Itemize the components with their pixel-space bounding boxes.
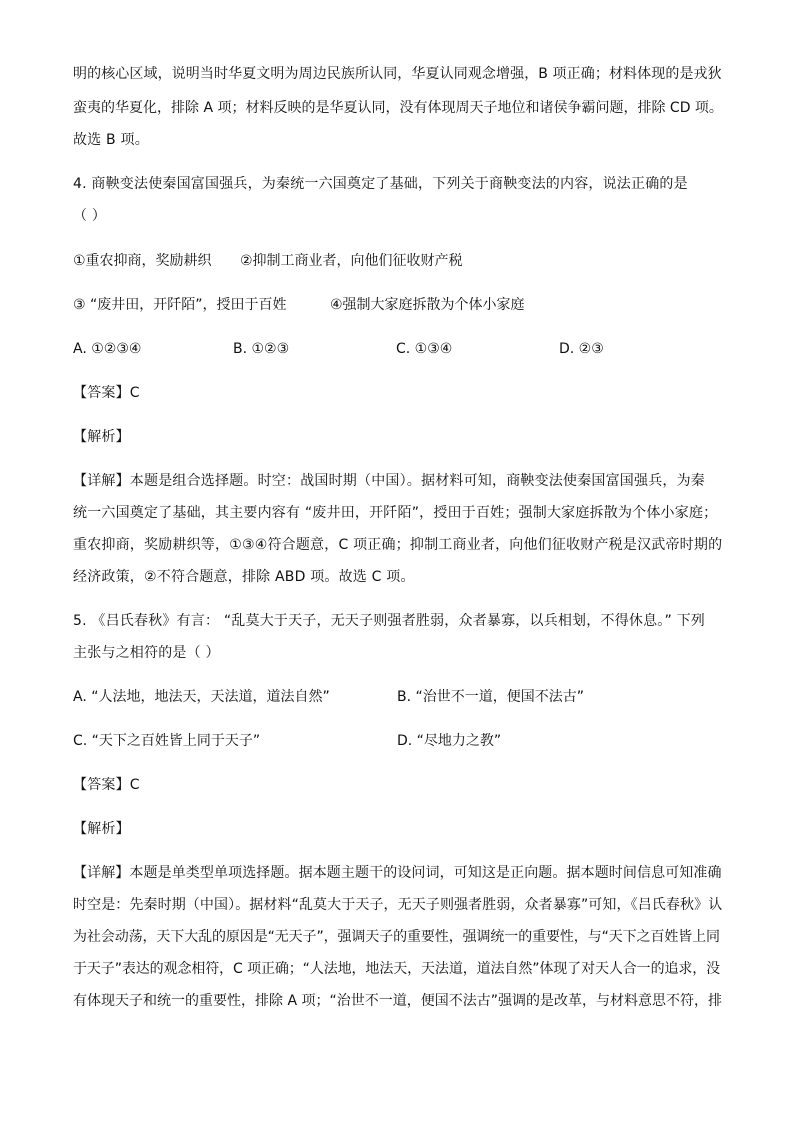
q4-detail-line-4: 经济政策，②不符合题意，排除 ABD 项。故选 C 项。 xyxy=(73,569,415,585)
q5-detail-line-2: 时空是：先秦时期（中国）。据材料“乱莫大于天子，无天子则强者胜弱，众者暴寡”可知，《吕氏春秋》认 xyxy=(73,897,723,913)
q5-detail-line-3: 为社会动荡，天下大乱的原因是“无天子”，强调天子的重要性，强调统一的重要性，与“天下之百姓皆上同 xyxy=(73,929,720,945)
q4-stem-line-2: （ ） xyxy=(73,208,107,224)
q5-analysis-heading: 【解析】 xyxy=(73,821,130,837)
q5-option-a: A. “人法地，地法天，天法道，道法自然” xyxy=(73,689,330,705)
q4-detail-line-2: 统一六国奠定了基础，其主要内容有 “废井田，开阡陌”，授田于百姓；强制大家庭拆散为个体小家庭； xyxy=(73,505,718,521)
q4-detail-line-1: 【详解】本题是组合选择题。时空：战国时期（中国）。据材料可知，商鞅变法使秦国富国强兵，为秦 xyxy=(73,473,705,489)
q5-detail-line-4: 于天子”表达的观念相符，C 项正确；“人法地，地法天，天法道，道法自然”体现了对天人合一的追求，没 xyxy=(73,961,721,977)
intro-line-3: 故选 B 项。 xyxy=(73,132,149,148)
q5-answer: 【答案】C xyxy=(73,777,140,793)
q5-option-d: D. “尽地力之教” xyxy=(397,733,502,749)
q4-option-b: B. ①②③ xyxy=(233,341,290,357)
intro-line-1: 明的核心区域，说明当时华夏文明为周边民族所认同，华夏认同观念增强，B 项正确；材料体现的是戎狄 xyxy=(73,66,722,82)
q5-stem-line-2: 主张与之相符的是（ ） xyxy=(73,645,220,661)
q4-item-3: ③ “废井田，开阡陌”，授田于百姓 xyxy=(73,297,287,313)
q4-item-2: ②抑制工商业者，向他们征收财产税 xyxy=(240,253,463,269)
q4-analysis-heading: 【解析】 xyxy=(73,429,130,445)
intro-line-2: 蛮夷的华夏化，排除 A 项；材料反映的是华夏认同，没有体现周天子地位和诸侯争霸问题，排除 CD 项。 xyxy=(73,100,723,116)
q4-detail-line-3: 重农抑商，奖励耕织等，①③④符合题意，C 项正确；抑制工商业者，向他们征收财产税是汉武帝时期的 xyxy=(73,537,723,553)
q4-option-a: A. ①②③④ xyxy=(73,341,142,357)
q5-option-c: C. “天下之百姓皆上同于天子” xyxy=(73,733,261,749)
q5-detail-line-5: 有体现天子和统一的重要性，排除 A 项；“治世不一道，便国不法古”强调的是改革，与材料意思不符，排 xyxy=(73,993,722,1009)
q5-detail-line-1: 【详解】本题是单类型单项选择题。据本题主题干的设问词，可知这是正向题。据本题时间信息可知准确 xyxy=(73,865,722,881)
q4-option-d: D. ②③ xyxy=(559,341,604,357)
q5-option-b: B. “治世不一道，便国不法古” xyxy=(397,689,585,705)
q4-item-4: ④强制大家庭拆散为个体小家庭 xyxy=(330,297,525,313)
q4-answer: 【答案】C xyxy=(73,385,140,401)
q4-option-c: C. ①③④ xyxy=(396,341,453,357)
q4-item-1: ①重农抑商，奖励耕织 xyxy=(73,253,212,269)
q5-stem-line-1: 5. 《吕氏春秋》有言： “乱莫大于天子，无天子则强者胜弱，众者暴寡，以兵相刬，不得休息。” 下列 xyxy=(73,613,706,629)
q4-stem-line-1: 4. 商鞅变法使秦国富国强兵，为秦统一六国奠定了基础，下列关于商鞅变法的内容，说法正确的是 xyxy=(73,176,688,192)
